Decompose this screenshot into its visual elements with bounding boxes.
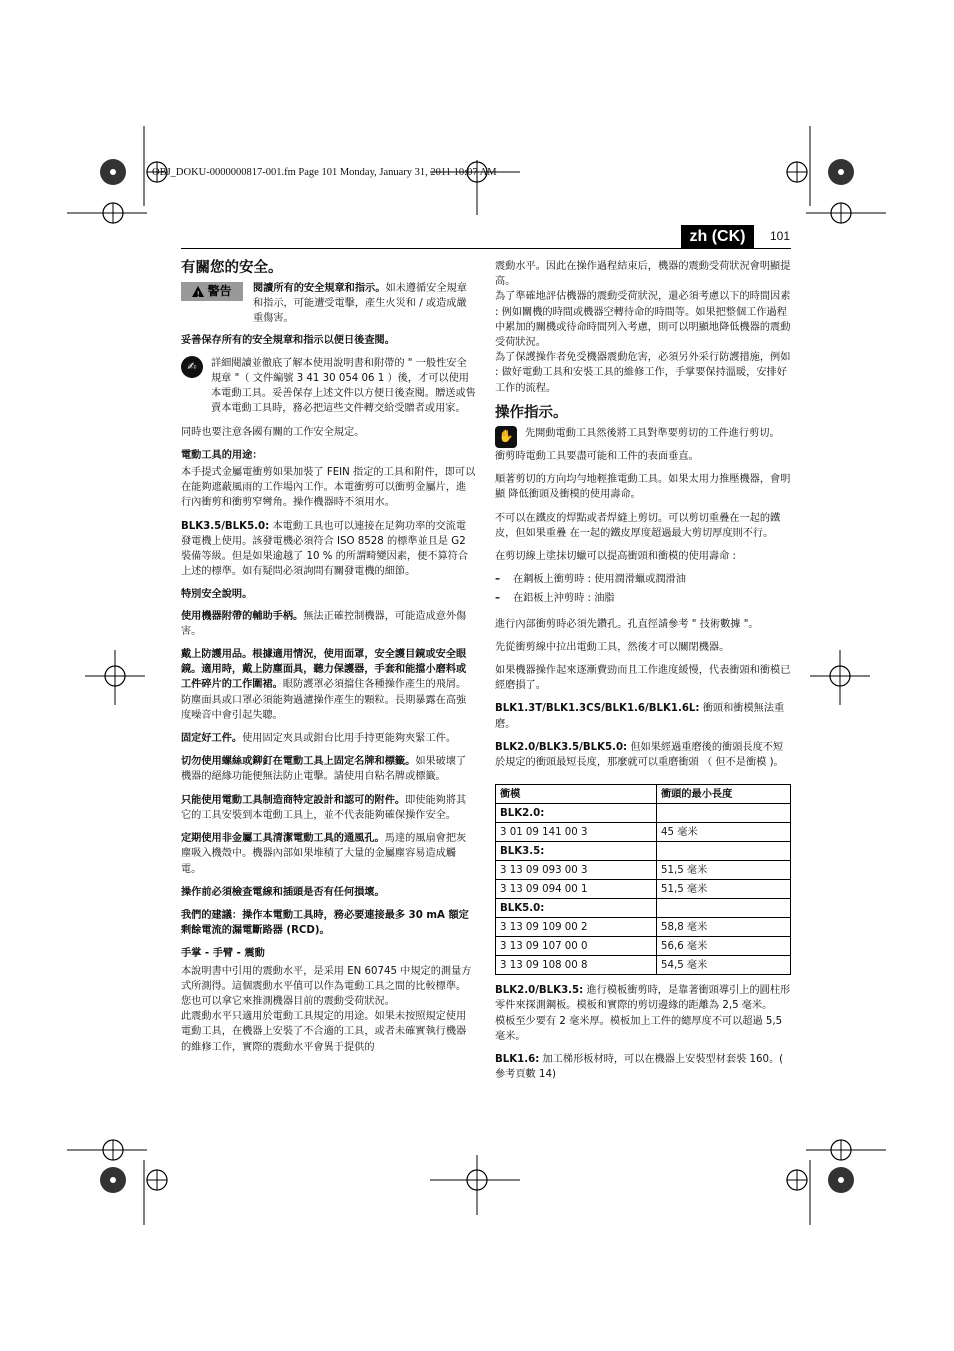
blk-label: BLK1.3T/BLK1.3CS/BLK1.6/BLK1.6L: <box>495 703 700 715</box>
lubricant-text: 在鋼板上衝剪時 : 使用潤滑蠟或潤滑油 <box>513 574 686 586</box>
warning-block <box>181 281 476 327</box>
dash-bullet: – <box>495 574 501 586</box>
safety-item <box>181 754 476 784</box>
table-row <box>496 804 791 823</box>
table-cell: 51,5 毫米 <box>657 861 791 880</box>
usage-text: 本手提式金屬電衝剪如果加裝了 FEIN 指定的工具和附件，即可以在能夠遮蔽風雨的工作場內工作。本電衝剪可以衝剪金屬片，進行內衝剪和衝剪窄彎角。操作機器時不須用水。 <box>181 467 476 509</box>
vibration-text: 本說明書中引用的震動水平，是采用 EN 60745 中規定的測量方式所測得。這個震動水平值可以作為電動工具之間的比較標準。您也可以拿它來推測機器目前的震動受荷狀況。 <box>181 965 472 1007</box>
safety-item <box>181 609 476 639</box>
safety-item-text: 眼防護罩必須擋住各種操作產生的飛屑。防塵面具或口罩必須能夠過濾操作產生的顆粒。長期暴露在高強度噪音中會引起失聰。 <box>181 679 467 721</box>
table-header-cell: 衝頭的最小長度 <box>657 785 791 804</box>
also-note: 同時也要注意各國有關的工作安全規定。 <box>181 426 365 438</box>
table-cell <box>657 804 791 823</box>
operation-text: 衝剪時電動工具要盡可能和工件的表面垂直。 <box>495 451 699 463</box>
safety-item <box>181 731 476 746</box>
table-cell: 3 13 09 109 00 2 <box>496 918 657 937</box>
table-cell: 3 13 09 093 00 3 <box>496 861 657 880</box>
vibration-cont: 為了準確地評估機器的震動受荷狀況，還必須考慮以下的時間因素 : 例如關機的時間或機器空轉待命的時間等。如果把整個工作過程中累加的關機或待命時間列入考慮，則可以明顯地降低機器的震動受荷狀況。 <box>495 291 791 349</box>
trapezoid-note <box>495 1052 791 1082</box>
operation-title: 操作指示。 <box>495 404 568 421</box>
safety-item-text: 無法正確控制機器，可能造成意外傷害。 <box>181 610 467 637</box>
blk-regrind-note <box>495 740 791 770</box>
vibration-cont: 震動水平。因此在操作過程結束后，機器的震動受荷狀況會明顯提高。 <box>495 261 791 288</box>
operation-text: 先開動電動工具然後將工具對準要剪切的工件進行剪切。 <box>525 427 780 439</box>
punch-length-table <box>495 784 791 975</box>
special-heading: 特別安全說明。 <box>181 589 253 601</box>
blk-generator-note <box>181 519 476 580</box>
blk-text: 但如果經過重磨後的衝頭長度不短於規定的衝頭最短長度，那麼就可以重磨衝頭 （ 但不是衝模 )。 <box>495 741 784 769</box>
operation-text: 不可以在鐵皮的焊點或者焊縫上剪切。可以剪切重疊在一起的鐵皮，但如果重疊 在一起的鐵皮厚度超過最大剪切厚度則不行。 <box>495 512 781 539</box>
table-cell <box>657 899 791 918</box>
table-cell: 3 13 09 107 00 0 <box>496 937 657 956</box>
operation-text: 如果機器操作起來逐漸費勁而且工作進度緩慢，代表衝頭和衝模已經磨損了。 <box>495 665 791 692</box>
blk-text: 本電動工具也可以連接在足夠功率的交流電發電機上使用。該發電機必須符合 ISO 8528 的標準並且是 G2 裝備等級。但是如果逾越了 10 % 的所謂畸變因素，便不算符合上述的標準。如有疑問必須詢問有關發電機的細節。 <box>181 520 469 578</box>
safety-item-text: 使用固定夾具或鉗台比用手持更能夠夾緊工件。 <box>242 733 457 745</box>
header-rule <box>181 248 791 249</box>
read-manual-icon: ✍ <box>181 356 203 378</box>
right-column <box>495 259 791 1091</box>
table-row <box>496 956 791 975</box>
table-cell: BLK2.0: <box>496 804 657 823</box>
read-manual-text: 詳細閱讀並徹底了解本使用說明書和附帶的 " 一般性安全規章 "（ 文件編號 3 41 30 054 06 1 ）後，才可以使用本電動工具。妥善保存上述文件以方便日後查閱。贈送或售賣本電動工具時，務必把這些文件轉交給受贈者或用家。 <box>211 357 476 415</box>
safety-item-text: 馬達的風扇會把灰塵吸入機殼中。機器內部如果堆積了大量的金屬塵容易造成觸電。 <box>181 833 467 875</box>
warning-label: 警告 <box>207 283 232 298</box>
dash-bullet: – <box>495 593 501 605</box>
operation-text: 在剪切線上塗抹切蠟可以提高衝頭和衝模的使用壽命 : <box>495 551 736 563</box>
warning-bold: 閱讀所有的安全規章和指示。 <box>253 283 386 294</box>
blk-label: BLK3.5/BLK5.0: <box>181 520 270 532</box>
vibration-cont: 為了保護操作者免受機器震動危害，必須另外采行防護措施，例如 : 做好電動工具和安裝工具的維修工作，手掌要保持溫暖，安排好工作的流程。 <box>495 352 791 394</box>
table-row <box>496 899 791 918</box>
lubricant-item <box>495 591 791 606</box>
table-cell: 3 13 09 094 00 1 <box>496 880 657 899</box>
warning-text-block <box>253 281 476 327</box>
lubricant-item <box>495 572 791 587</box>
blk-label: BLK2.0/BLK3.5: <box>495 985 584 997</box>
table-cell: BLK5.0: <box>496 899 657 918</box>
operation-start-block <box>495 426 791 449</box>
lubricant-text: 在鋁板上沖剪時 : 油脂 <box>513 593 615 605</box>
language-badge: zh (CK) <box>681 225 754 248</box>
safety-item-text: 即使能夠將其它的工具安裝到本電動工具上，並不代表能夠確保操作安全。 <box>181 794 467 821</box>
safety-item-bold: 操作前必須檢查電線和插頭是否有任何損壞。 <box>181 886 385 898</box>
safety-item <box>181 885 476 900</box>
table-cell: 54,5 毫米 <box>657 956 791 975</box>
safety-item-bold: 定期使用非金屬工具清潔電動工具的通風孔。 <box>181 833 385 845</box>
table-cell: 3 01 09 141 00 3 <box>496 823 657 842</box>
keep-rules: 妥善保存所有的安全規章和指示以便日後查閱。 <box>181 334 395 346</box>
table-cell: 3 13 09 108 00 8 <box>496 956 657 975</box>
operation-text: 進行內部衝剪時必須先鑽孔。孔直徑請參考 " 技術數據 "。 <box>495 618 759 630</box>
safety-item <box>181 831 476 877</box>
table-cell: 45 毫米 <box>657 823 791 842</box>
blk-label: BLK2.0/BLK3.5/BLK5.0: <box>495 741 628 753</box>
blk-text: 衝頭和衝模無法重磨。 <box>495 703 785 730</box>
hand-icon: ✋ <box>495 426 517 448</box>
table-row <box>496 880 791 899</box>
table-header-row <box>496 785 791 804</box>
vibration-text: 此震動水平只適用於電動工具規定的用途。如果未按照規定使用電動工具，在機器上安裝了不合適的工具，或者未確實執行機器的維修工作，實際的震動水平會異于提供的 <box>181 1011 467 1053</box>
table-row <box>496 823 791 842</box>
blk-text: 加工梯形板材時，可以在機器上安裝型材套裝 160。( 參考頁數 14) <box>495 1054 784 1081</box>
safety-item <box>181 793 476 823</box>
vibration-heading: 手掌 - 手臂 - 震動 <box>181 948 265 960</box>
safety-item <box>181 647 476 723</box>
safety-item <box>181 908 476 938</box>
table-cell: 51,5 毫米 <box>657 880 791 899</box>
table-cell: 56,6 毫米 <box>657 937 791 956</box>
usage-heading: 電動工具的用途： <box>181 449 263 461</box>
safety-item-bold: 固定好工件。 <box>181 733 243 745</box>
blk-text: 進行模板衝剪時，是靠著衝頭導引上的圓柱形零件來探測鋼板。模板和實際的剪切邊緣的距離為 2,5 毫米。 <box>495 985 791 1012</box>
template-note-2: 模板至少要有 2 毫米厚。模板加上工件的總厚度不可以超過 5,5 毫米。 <box>495 1015 783 1042</box>
operation-text: 順著剪切的方向均勻地輕推電動工具。如果太用力推壓機器，會明顯 降低衝頭及衝模的使用壽命。 <box>495 474 791 501</box>
safety-item-bold: 使用機器附帶的輔助手柄。 <box>181 610 304 622</box>
table-header-cell: 衝模 <box>496 785 657 804</box>
safety-item-bold: 切勿使用螺絲或鉚釘在電動工具上固定名牌和標籤。 <box>181 756 416 768</box>
operation-text: 先從衝剪線中拉出電動工具，然後才可以關閉機器。 <box>495 641 730 653</box>
safety-item-text: 如果破壞了機器的絕緣功能便無法防止電擊。請使用自粘名牌或標籤。 <box>181 756 467 783</box>
table-row <box>496 861 791 880</box>
left-column <box>181 259 476 1055</box>
safety-item-bold: 戴上防護用品。根據適用情況，使用面罩，安全護目鏡或安全眼鏡。適用時，戴上防塵面具，聽力保護器，手套和能擋小磨料或工件碎片的工作圍裙。 <box>181 649 467 691</box>
blk-regrind-note <box>495 701 791 731</box>
safety-item-bold: 只能使用電動工具制造商特定設計和認可的附件。 <box>181 794 406 806</box>
table-row <box>496 937 791 956</box>
table-row <box>496 918 791 937</box>
table-cell <box>657 842 791 861</box>
table-cell: 58,8 毫米 <box>657 918 791 937</box>
file-header: OBJ_DOKU-0000000817-001.fm Page 101 Monday, January 31, 2011 10:07 AM <box>152 167 497 178</box>
table-cell: BLK3.5: <box>496 842 657 861</box>
safety-title: 有關您的安全。 <box>181 260 283 276</box>
template-note <box>495 983 791 1013</box>
blk-label: BLK1.6: <box>495 1054 540 1066</box>
read-manual-block <box>181 356 476 425</box>
warning-triangle-icon <box>192 286 204 297</box>
safety-item-bold: 我們的建議：操作本電動工具時，務必要連接最多 30 mA 額定剩餘電流的漏電斷路器 (RCD)。 <box>181 909 469 937</box>
page-number: 101 <box>770 229 791 243</box>
warning-text: 如未遵循安全規章和指示，可能遭受電擊，產生火災和 / 或造成嚴重傷害。 <box>253 283 467 325</box>
table-row <box>496 842 791 861</box>
warning-badge <box>181 282 243 301</box>
